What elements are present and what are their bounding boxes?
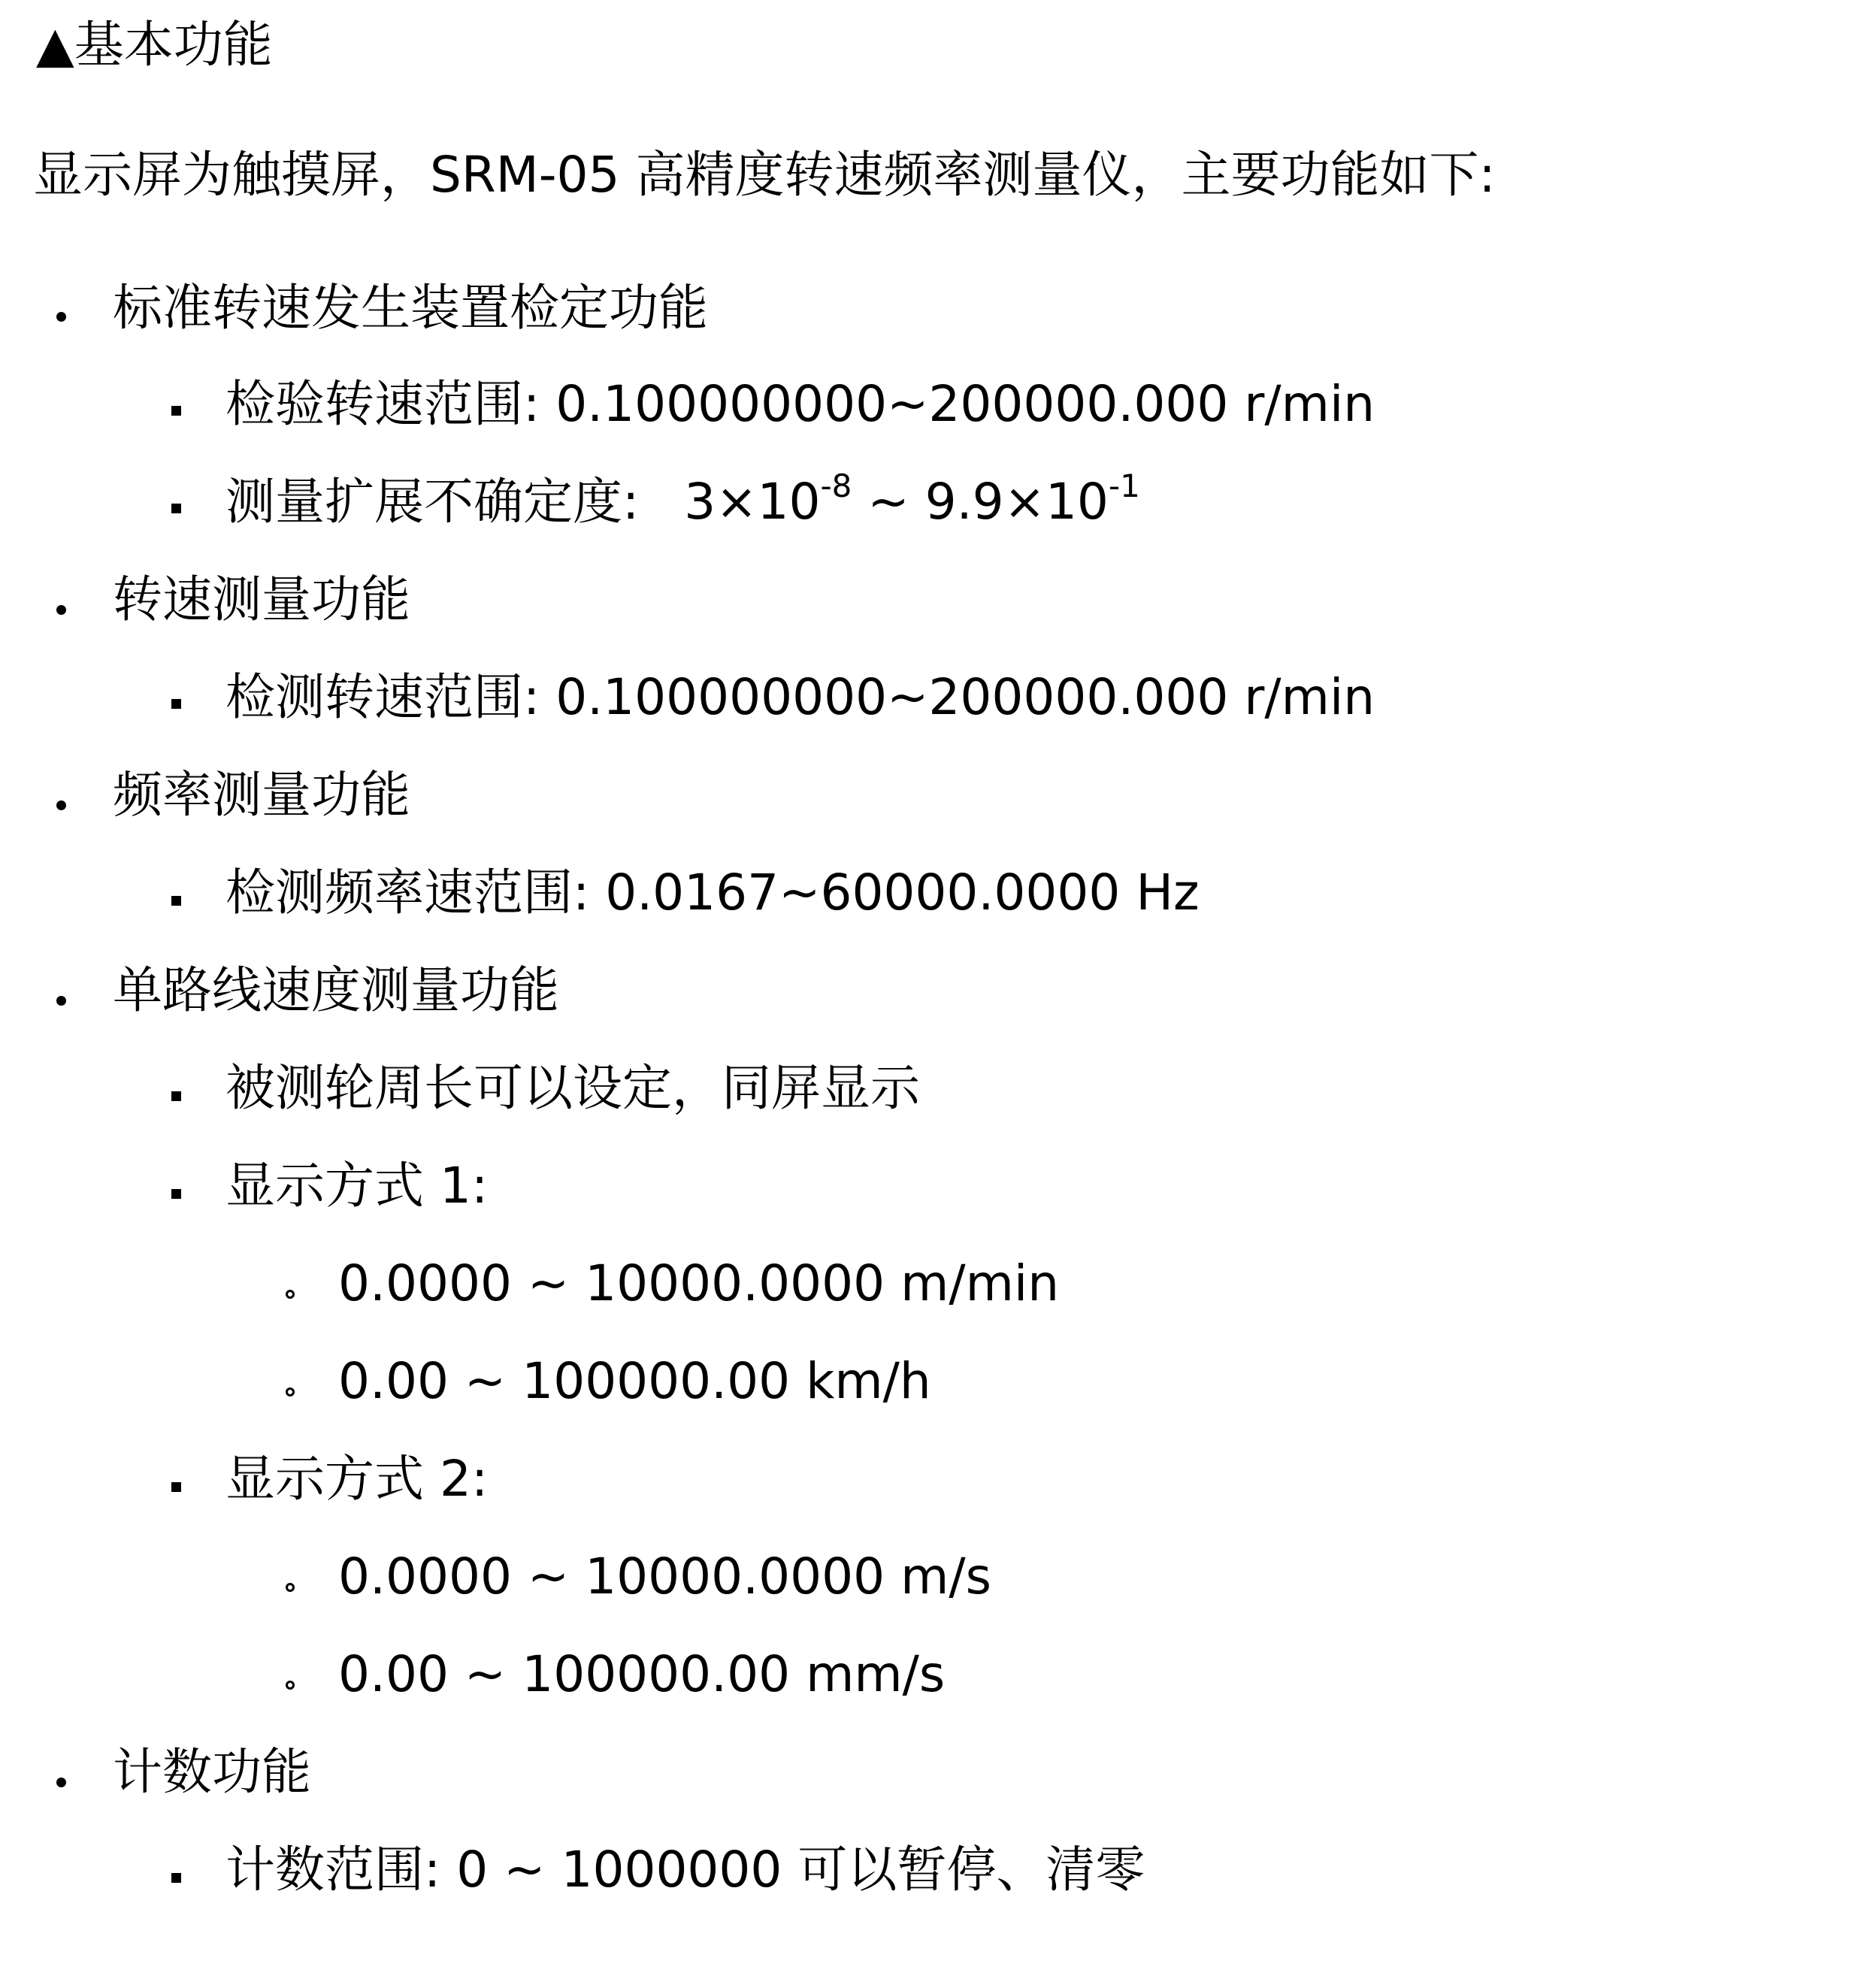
bullet-dot-icon [56, 1778, 66, 1787]
bullet-square-icon [171, 699, 181, 709]
section-title: ▲基本功能 [36, 16, 273, 74]
list-item-detect-speed-range: 检测转速范围: 0.100000000~200000.000 r/min [225, 668, 1375, 726]
bullet-circle-icon [286, 1583, 295, 1592]
bullet-dot-icon [56, 605, 66, 615]
list-item-frequency-measurement: 频率测量功能 [113, 766, 410, 824]
list-item-count-range: 计数范围: 0 ~ 1000000 可以暂停、清零 [225, 1841, 1145, 1899]
uncertainty-label: 测量扩展不确定度: [225, 473, 640, 531]
list-item-mode2-m-per-s: 0.0000 ~ 10000.0000 m/s [338, 1548, 991, 1605]
list-item-mode1-km-per-h: 0.00 ~ 100000.00 km/h [338, 1352, 931, 1410]
list-item-counting: 计数功能 [113, 1743, 311, 1801]
bullet-circle-icon [286, 1387, 295, 1396]
list-item-mode1-m-per-min: 0.0000 ~ 10000.0000 m/min [338, 1254, 1060, 1312]
list-item-wheel-circumference: 被测轮周长可以设定，同屏显示 [225, 1059, 920, 1117]
bullet-dot-icon [56, 800, 66, 810]
uncertainty-high-exponent: -1 [1108, 467, 1140, 504]
list-item-display-mode-1: 显示方式 1: [225, 1157, 489, 1215]
bullet-circle-icon [286, 1681, 295, 1690]
list-item-uncertainty [225, 467, 1140, 532]
list-item-linear-speed: 单路线速度测量功能 [113, 961, 559, 1019]
list-item-mode2-mm-per-s: 0.00 ~ 100000.00 mm/s [338, 1645, 946, 1703]
bullet-dot-icon [56, 996, 66, 1006]
intro-paragraph: 显示屏为触摸屏，SRM-05 高精度转速频率测量仪，主要功能如下: [33, 146, 1496, 204]
bullet-square-icon [171, 406, 181, 416]
bullet-square-icon [171, 1091, 181, 1101]
list-item-test-speed-range: 检验转速范围: 0.100000000~200000.000 r/min [225, 375, 1375, 433]
list-item-speed-measurement: 转速测量功能 [113, 570, 410, 628]
bullet-square-icon [171, 1873, 181, 1883]
uncertainty-high: ~ 9.9×10 [852, 473, 1109, 531]
list-item-standard-speed: 标准转速发生装置检定功能 [113, 279, 708, 337]
list-item-display-mode-2: 显示方式 2: [225, 1450, 489, 1508]
bullet-dot-icon [56, 312, 66, 322]
uncertainty-low-exponent: -8 [820, 467, 852, 504]
uncertainty-low: 3×10 [684, 473, 821, 531]
bullet-square-icon [171, 1189, 181, 1199]
bullet-square-icon [171, 504, 181, 513]
bullet-square-icon [171, 896, 181, 906]
bullet-square-icon [171, 1482, 181, 1492]
bullet-circle-icon [286, 1290, 295, 1299]
list-item-frequency-range: 检测频率速范围: 0.0167~60000.0000 Hz [225, 864, 1200, 921]
